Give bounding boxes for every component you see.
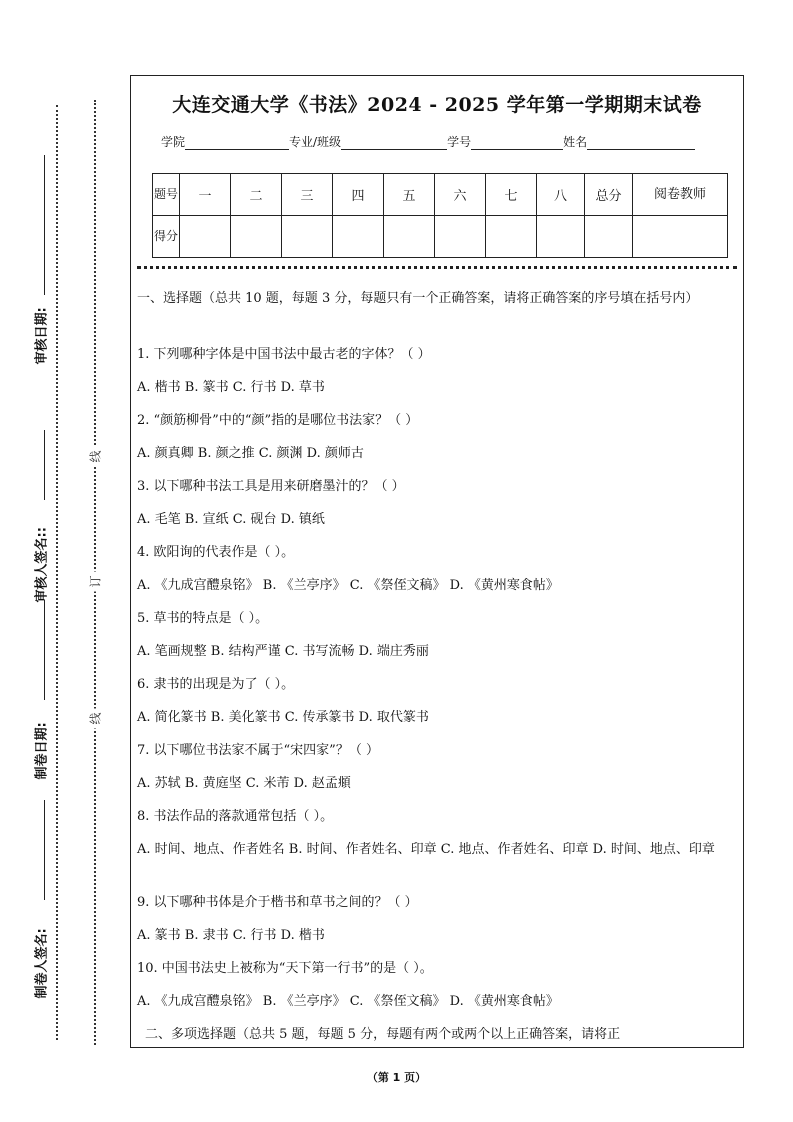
reviewer-header: 阅卷教师 <box>633 174 728 216</box>
question-3: 3. 以下哪种书法工具是用来研磨墨汁的？（ ） <box>137 479 405 494</box>
score-table-header-row <box>153 174 728 216</box>
options-10: A. 《九成宫醴泉铭》 B. 《兰亭序》 C. 《祭侄文稿》 D. 《黄州寒食帖》 <box>137 994 559 1009</box>
options-5: A. 笔画规整 B. 结构严谨 C. 书写流畅 D. 端庄秀丽 <box>137 644 429 659</box>
binding-ding-mark: 订 <box>87 572 104 592</box>
score-cell-8[interactable] <box>537 216 585 258</box>
major-class-label: 专业/班级 <box>289 135 342 149</box>
score-table-score-row <box>153 216 728 258</box>
col-header-4: 四 <box>333 174 384 216</box>
score-cell-2[interactable] <box>231 216 282 258</box>
score-cell-5[interactable] <box>384 216 435 258</box>
section1-heading: 一、选择题（总共 10 题，每题 3 分，每题只有一个正确答案，请将正确答案的序号填在括号内） <box>137 291 699 306</box>
score-cell-total[interactable] <box>585 216 633 258</box>
exam-frame <box>130 75 744 1048</box>
review-date-label: 审核日期: <box>34 307 50 365</box>
col-header-8: 八 <box>537 174 585 216</box>
question-1: 1. 下列哪种字体是中国书法中最古老的字体？（ ） <box>137 347 431 362</box>
col-header-3: 三 <box>282 174 333 216</box>
section2-heading: 二、多项选择题（总共 5 题，每题 5 分，每题有两个或两个以上正确答案，请将正 <box>145 1027 621 1042</box>
options-9: A. 篆书 B. 隶书 C. 行书 D. 楷书 <box>137 928 325 943</box>
left-dotted-line <box>56 105 58 1040</box>
score-cell-1[interactable] <box>180 216 231 258</box>
reviewer-sign-line <box>44 430 45 500</box>
question-4: 4. 欧阳询的代表作是（ ）。 <box>137 545 295 560</box>
question-9: 9. 以下哪种书体是介于楷书和草书之间的？（ ） <box>137 895 418 910</box>
binding-line-mark-top: 线 <box>87 447 104 467</box>
section-separator <box>137 266 737 269</box>
compiler-sign-line <box>44 800 45 900</box>
major-class-field[interactable] <box>341 136 447 150</box>
options-8: A. 时间、地点、作者姓名 B. 时间、作者姓名、印章 C. 地点、作者姓名、印章 D. 时间、地点、印章 <box>137 842 715 857</box>
compile-date-line <box>44 600 45 700</box>
col-header-2: 二 <box>231 174 282 216</box>
reviewer-sign-label: 审核人签名:: <box>34 527 50 603</box>
name-field[interactable] <box>587 136 695 150</box>
college-label: 学院 <box>161 135 186 149</box>
score-header: 得分 <box>153 216 180 258</box>
college-field[interactable] <box>185 136 289 150</box>
score-cell-4[interactable] <box>333 216 384 258</box>
student-id-label: 学号 <box>447 135 472 149</box>
question-5: 5. 草书的特点是（ ）。 <box>137 611 269 626</box>
options-7: A. 苏轼 B. 黄庭坚 C. 米芾 D. 赵孟頫 <box>137 776 351 791</box>
col-header-6: 六 <box>435 174 486 216</box>
question-7: 7. 以下哪位书法家不属于“宋四家”？（ ） <box>137 743 379 758</box>
question-6: 6. 隶书的出现是为了（ ）。 <box>137 677 295 692</box>
review-date-line <box>44 155 45 295</box>
options-2: A. 颜真卿 B. 颜之推 C. 颜渊 D. 颜师古 <box>137 446 364 461</box>
score-cell-3[interactable] <box>282 216 333 258</box>
col-header-1: 一 <box>180 174 231 216</box>
options-1: A. 楷书 B. 篆书 C. 行书 D. 草书 <box>137 380 325 395</box>
student-id-field[interactable] <box>471 136 563 150</box>
col-header-total: 总分 <box>585 174 633 216</box>
compiler-sign-label: 制卷人签名: <box>34 928 50 999</box>
exam-title: 大连交通大学《书法》2024 - 2025 学年第一学期期末试卷 <box>172 94 702 116</box>
question-10: 10. 中国书法史上被称为“天下第一行书”的是（ ）。 <box>137 961 433 976</box>
col-header-7: 七 <box>486 174 537 216</box>
binding-line-mark-bottom: 线 <box>87 709 104 729</box>
question-number-header: 题号 <box>153 174 180 216</box>
page-number: （第 1 页） <box>366 1071 427 1084</box>
question-8: 8. 书法作品的落款通常包括（ ）。 <box>137 809 334 824</box>
options-4: A. 《九成宫醴泉铭》 B. 《兰亭序》 C. 《祭侄文稿》 D. 《黄州寒食帖》 <box>137 578 559 593</box>
col-header-5: 五 <box>384 174 435 216</box>
reviewer-cell[interactable] <box>633 216 728 258</box>
score-cell-6[interactable] <box>435 216 486 258</box>
options-6: A. 简化篆书 B. 美化篆书 C. 传承篆书 D. 取代篆书 <box>137 710 429 725</box>
compile-date-label: 制卷日期: <box>34 722 50 780</box>
score-table <box>152 173 728 258</box>
options-3: A. 毛笔 B. 宣纸 C. 砚台 D. 镇纸 <box>137 512 325 527</box>
score-cell-7[interactable] <box>486 216 537 258</box>
question-2: 2. “颜筋柳骨”中的“颜”指的是哪位书法家？（ ） <box>137 413 419 428</box>
name-label: 姓名 <box>563 135 588 149</box>
student-info-row <box>161 133 695 150</box>
